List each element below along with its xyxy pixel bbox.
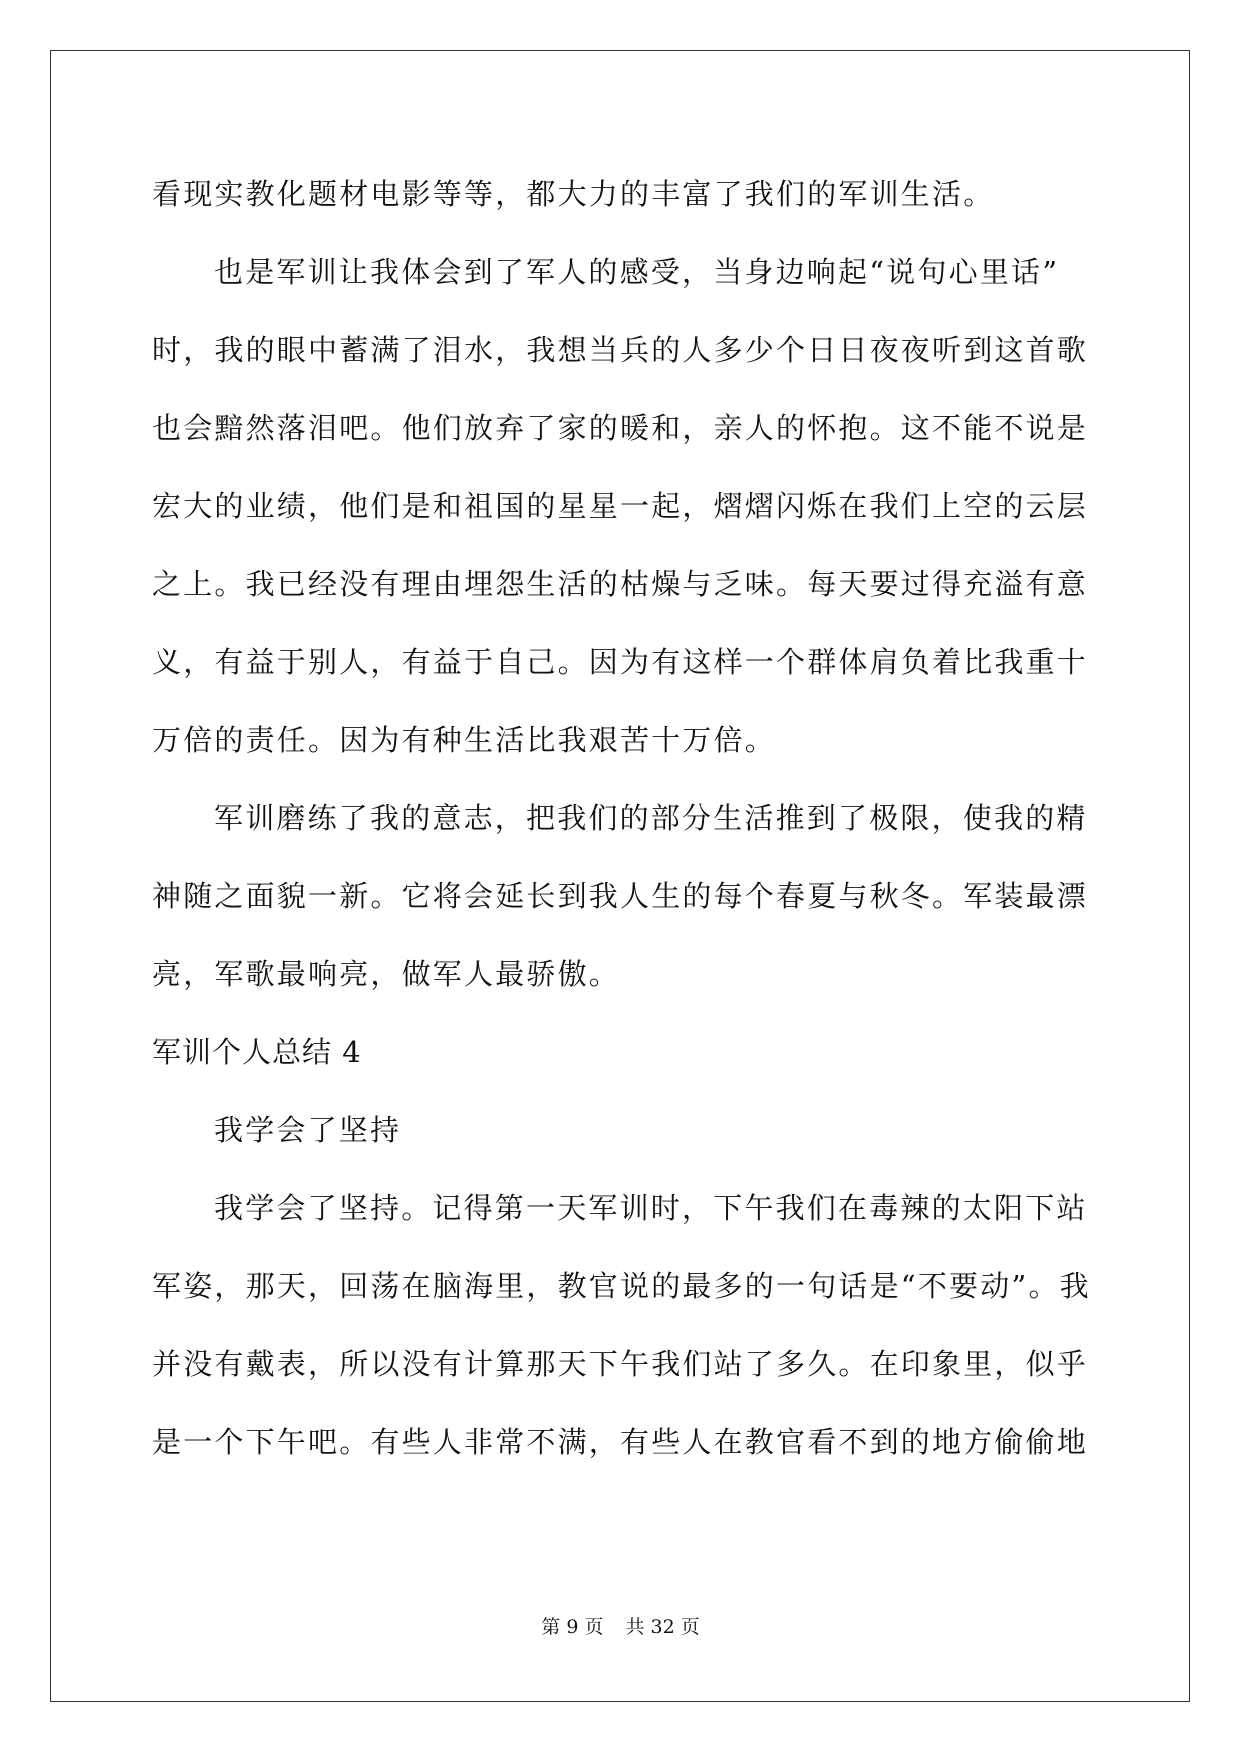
paragraph-line: 之上。我已经没有理由埋怨生活的枯燥与乏味。每天要过得充溢有意 — [152, 567, 1089, 601]
paragraph-line: 也会黯然落泪吧。他们放弃了家的暖和，亲人的怀抱。这不能不说是 — [152, 411, 1089, 445]
page-total: 共 32 页 — [625, 1616, 700, 1638]
subheading: 我学会了坚持 — [214, 1113, 402, 1147]
paragraph-line: 义，有益于别人，有益于自己。因为有这样一个群体肩负着比我重十 — [152, 645, 1089, 679]
paragraph-line: 时，我的眼中蓄满了泪水，我想当兵的人多少个日日夜夜听到这首歌 — [152, 333, 1089, 367]
paragraph-line: 军训磨练了我的意志，把我们的部分生活推到了极限，使我的精 — [214, 801, 1088, 835]
section-heading: 军训个人总结 4 — [152, 1035, 362, 1069]
paragraph-line: 是一个下午吧。有些人非常不满，有些人在教官看不到的地方偷偷地 — [152, 1425, 1089, 1459]
paragraph-line: 万倍的责任。因为有种生活比我艰苦十万倍。 — [152, 723, 777, 757]
page-footer — [0, 1615, 1241, 1639]
paragraph-line: 亮，军歌最响亮，做军人最骄傲。 — [152, 957, 621, 991]
paragraph-line: 神随之面貌一新。它将会延长到我人生的每个春夏与秋冬。军装最漂 — [152, 879, 1089, 913]
paragraph-line: 我学会了坚持。记得第一天军训时，下午我们在毒辣的太阳下站 — [214, 1191, 1088, 1225]
page-number: 第 9 页 — [541, 1616, 604, 1638]
paragraph-line: 宏大的业绩，他们是和祖国的星星一起，熠熠闪烁在我们上空的云层 — [152, 489, 1089, 523]
paragraph-line: 军姿，那天，回荡在脑海里，教官说的最多的一句话是“不要动”。我 — [152, 1269, 1091, 1303]
paragraph-line: 也是军训让我体会到了军人的感受，当身边响起“说句心里话” — [214, 255, 1060, 289]
paragraph-line: 看现实教化题材电影等等，都大力的丰富了我们的军训生活。 — [152, 177, 995, 211]
paragraph-line: 并没有戴表，所以没有计算那天下午我们站了多久。在印象里，似乎 — [152, 1347, 1089, 1381]
